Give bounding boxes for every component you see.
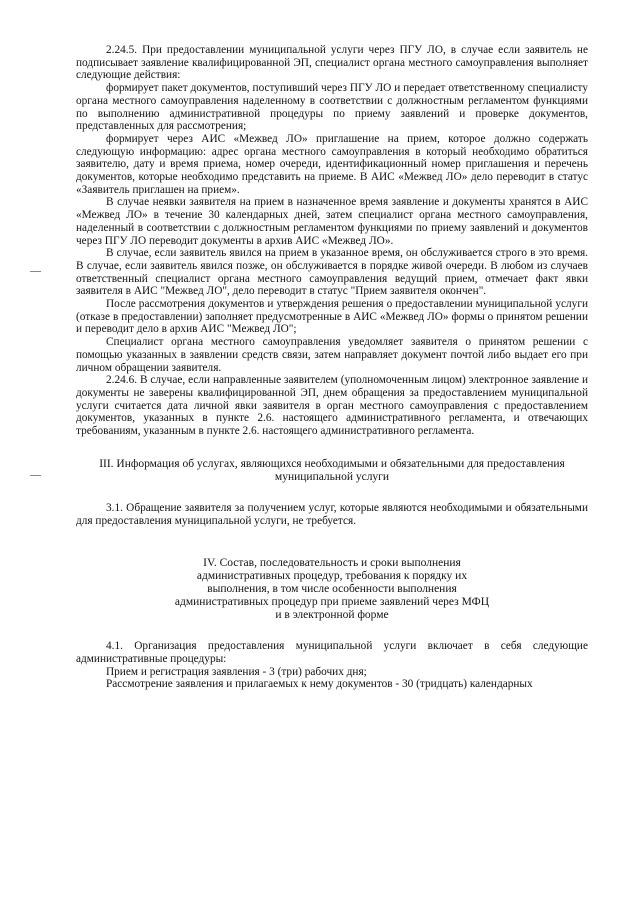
document-page [76, 44, 588, 691]
section-3-title: III. Информация об услугах, являющихся необходимыми и обязательными для предоставления муниципальной услуги [99, 457, 565, 483]
paragraph-forms-invitation: формирует через АИС «Межвед ЛО» приглашение на прием, которое должно содержать следующую информацию: адрес органа местного самоуправления в который необходимо обратиться заявителю, дату и время приема, номер очереди, идентификационный номер приглашения и перечень документов, которые необходимо представить на приеме. В АИС «Межвед ЛО» дело переводит в статус «Заявитель приглашен на прием». [76, 132, 588, 196]
section-4-title-line: IV. Состав, последовательность и сроки выполнения [203, 557, 461, 570]
paragraph-no-show: В случае неявки заявителя на прием в назначенное время заявление и документы хранятся в АИС «Межвед ЛО» в течение 30 календарных дней, затем специалист органа местного самоуправления, наделенный в соответствии с должностным регламентом функциями по приему заявлений и документов через ПГУ ЛО переводит документы в архив АИС «Межвед ЛО». [76, 196, 588, 247]
paragraph-4-1: 4.1. Организация предоставления муниципальной услуги включает в себя следующие административные процедуры: [76, 640, 588, 665]
spacer [76, 622, 588, 640]
margin-mark [30, 271, 41, 272]
paragraph-forms-package: формирует пакет документов, поступивший через ПГУ ЛО и передает ответственному специалисту органа местного самоуправления наделенному в соответствии с должностным регламентом функциями по выполнению административной процедуры по приему заявлений и проверке документов, представленных для рассмотрения; [76, 82, 588, 133]
paragraph-notification: Специалист органа местного самоуправления уведомляет заявителя о принятом решении с помощью указанных в заявлении средств связи, затем направляет документ почтой либо выдает его при личном обращении заявителя. [76, 336, 588, 374]
paragraph-review: Рассмотрение заявления и прилагаемых к нему документов - 30 (тридцать) календарных [106, 678, 533, 691]
spacer [76, 484, 588, 502]
section-4-title-line: выполнения, в том числе особенности выполнения [207, 583, 457, 596]
paragraph-2-24-5: 2.24.5. При предоставлении муниципальной услуги через ПГУ ЛО, в случае если заявитель не подписывает заявление квалифицированной ЭП, специалист органа местного самоуправления выполняет следующие действия: [76, 44, 588, 82]
section-4-title-line: административных процедур, требования к порядку их [196, 570, 468, 583]
section-4-title [76, 557, 588, 622]
paragraph-3-1: 3.1. Обращение заявителя за получением услуг, которые являются необходимыми и обязательными для предоставления муниципальной услуги, не требуется. [76, 501, 588, 527]
section-4-title-line: административных процедур при приеме заявлений через МФЦ [174, 596, 490, 609]
paragraph-after-review: После рассмотрения документов и утверждения решения о предоставлении муниципальной услуги (отказе в предоставлении) заполняет предусмотренные в АИС «Межвед ЛО» формы о принятом решении и переводит дело в архив АИС "Межвед ЛО"; [76, 298, 588, 336]
paragraph-2-24-6: 2.24.6. В случае, если направленные заявителем (уполномоченным лицом) электронное заявление и документы не заверены квалифицированной ЭП, днем обращения за предоставлением муниципальной услуги считается дата личной явки заявителя в орган местного самоуправления с предоставлением документов, указанных в пункте 2.6. настоящего административного регламента, и отвечающих требованиям, указанным в пункте 2.6. настоящего административного регламента. [76, 374, 588, 438]
section-4-title-line: и в электронной форме [275, 609, 389, 622]
margin-mark [30, 475, 41, 476]
paragraph-reception: Прием и регистрация заявления - 3 (три) рабочих дня; [106, 665, 367, 678]
paragraph-appeared: В случае, если заявитель явился на прием в указанное время, он обслуживается строго в это время. В случае, если заявитель явился позже, он обслуживается в порядке живой очереди. В любом из случаев ответственный специалист органа местного самоуправления ведущий прием, отмечает факт явки заявителя в АИС "Межвед ЛО", дело переводит в статус "Прием заявителя окончен". [76, 247, 588, 298]
